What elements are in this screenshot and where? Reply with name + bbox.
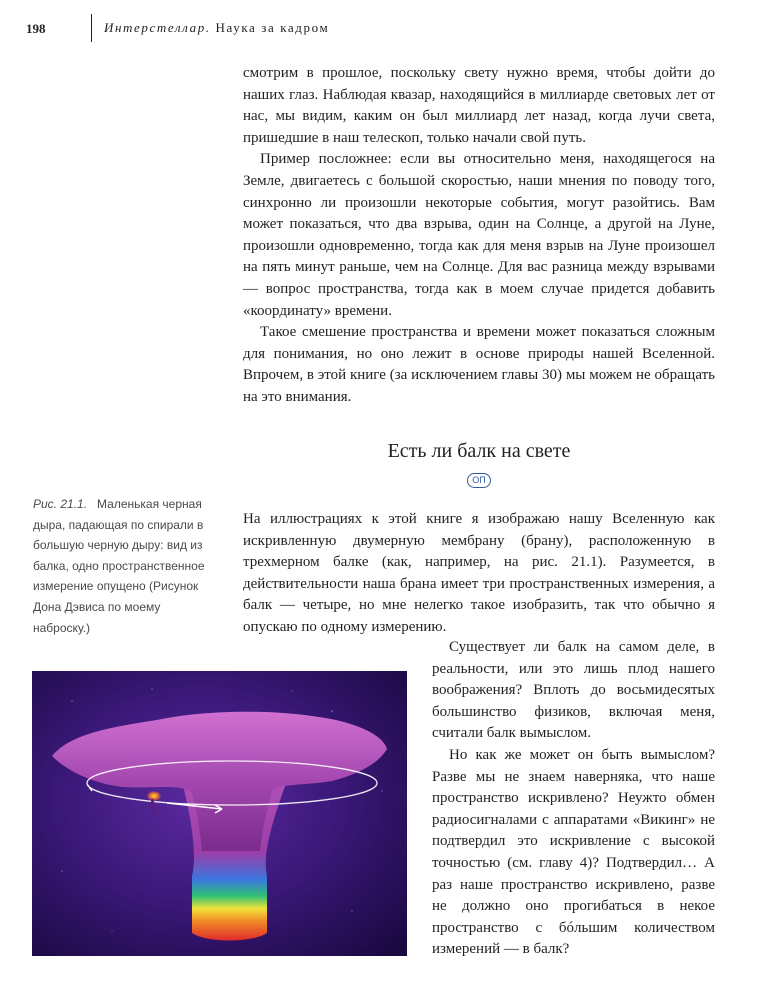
page-number: 198 [26, 21, 46, 36]
paragraph: Пример посложнее: если вы относительно меня, находящегося на Земле, двигаетесь с большой скоростью, наши мнения по поводу того, синхронно ли произошли некоторые события, могут разойтись. Вам может показаться, что два взрыва, один на Солнце, а другой на Луне, произошли одновременно, тогда как для меня взрыв на Луне произошел на пять минут раньше, чем на Солнце. Для вас разница между взрывами — вопрос пространства, тогда как в моем случае придется добавить «координату» времени. [243, 151, 715, 319]
black-hole-funnel-icon [32, 671, 407, 956]
figure-label: Рис. 21.1. [33, 497, 88, 511]
header-divider [91, 14, 92, 42]
paragraph: Существует ли балк на самом деле, в реальности, или это лишь плод нашего воображения? Вплоть до восьмидесятых большинство физиков, включая меня, считали балк вымыслом. [432, 639, 715, 742]
running-header [24, 14, 724, 44]
book-subtitle: Наука за кадром [215, 20, 330, 35]
paragraph: смотрим в прошлое, поскольку свету нужно время, чтобы дойти до наших глаз. Наблюдая квазар, находящийся в миллиарде световых лет от нас, мы видим, каким он был миллиард лет назад, когда лучи света, пришедшие в наш телескоп, только начали свой путь. [243, 65, 715, 146]
book-title: Интерстеллар. [104, 20, 211, 35]
paragraph: Но как же может он быть вымыслом? Разве мы не знаем наверняка, что наше пространство искривлено? Неужто обмен радиосигналами с аппаратами «Викинг» не подтвердил это искривление с высокой точностью (см. главу 4)? Подтвердил… А раз наше пространство искривлено, разве не должно оно прогибаться в некое пространство с бóльшим количеством измерений — в балк? [432, 746, 715, 958]
paragraph: Такое смешение пространства и времени может показаться сложным для понимания, но оно лежит в основе природы нашей Вселенной. Впрочем, в этой книге (за исключением главы 30) мы можем не обращать на это внимания. [243, 324, 715, 405]
figure-caption [33, 494, 213, 638]
paragraph: На иллюстрациях к этой книге я изображаю нашу Вселенную как искривленную двумерную мембрану (брану), расположенную в трехмерном балке (как, например, на рис. 21.1). Разумеется, в действительности наша брана имеет три пространственных измерения, а балк — четыре, но мне нелегко такое изобразить, так что обычно я опускаю по одному измерению. [243, 511, 715, 635]
body-text-narrow [432, 637, 715, 961]
section-heading: Есть ли балк на свете [387, 440, 571, 462]
body-text-wide [243, 509, 715, 639]
caption-text: Маленькая черная дыра, падающая по спирали в большую черную дыру: вид из балка, одно пространственное измерение опущено (Рисунок Дона Дэвиса по моему наброску.) [33, 497, 205, 635]
section-badge: ОП [467, 473, 491, 488]
top-text-block [243, 63, 715, 409]
running-title [104, 20, 329, 36]
black-hole-illustration [32, 671, 407, 956]
